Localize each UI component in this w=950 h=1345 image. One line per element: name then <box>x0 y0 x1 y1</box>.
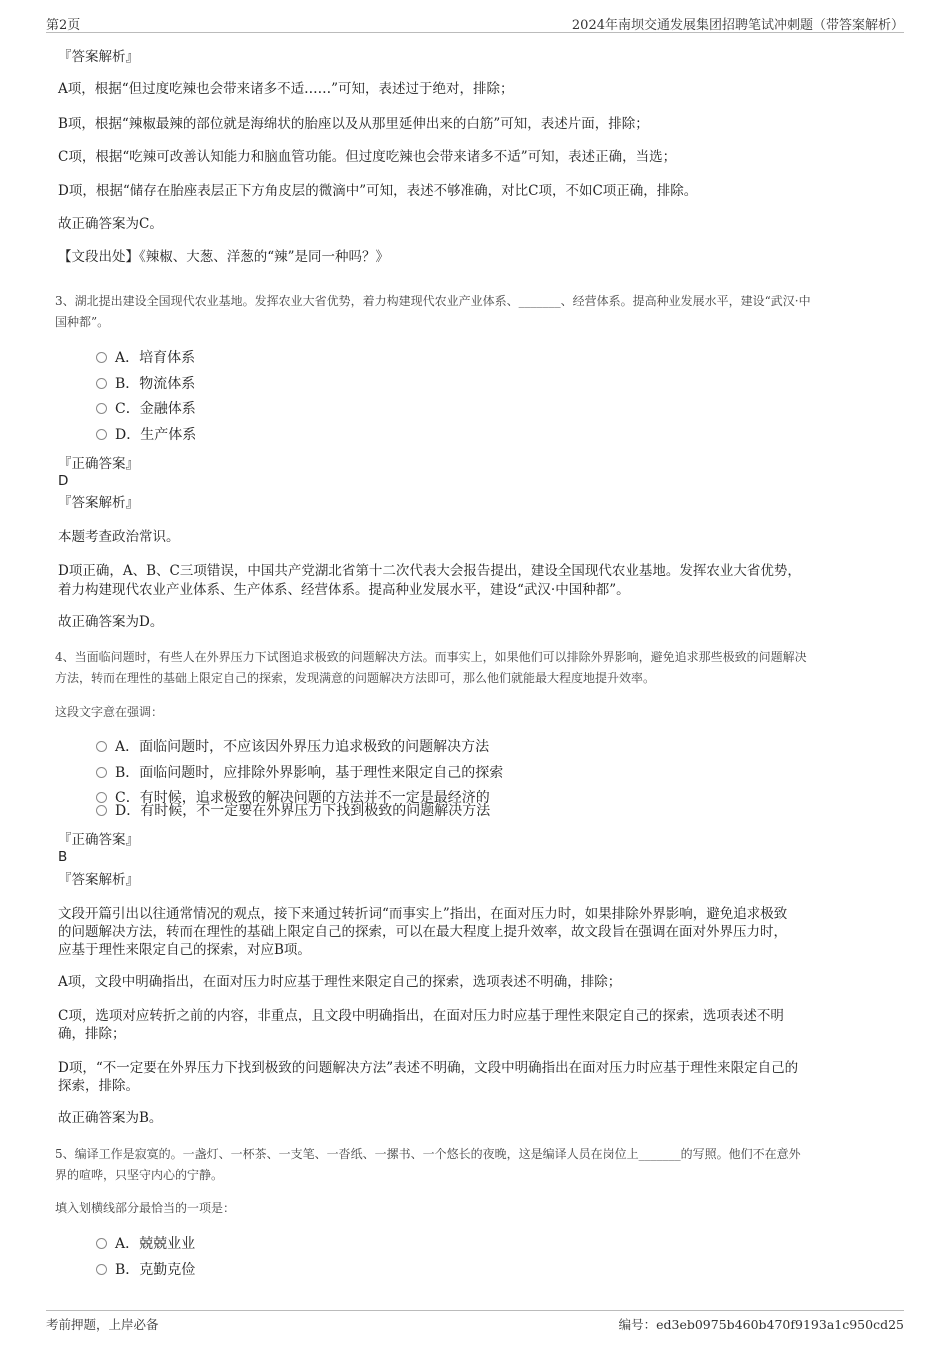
q2-analysis-c: C项，根据“吃辣可改善认知能力和脑血管功能。但过度吃辣也会带来诸多不适”可知，表述正确，当选； <box>58 149 677 165</box>
radio-icon[interactable] <box>96 429 107 440</box>
q4-conclusion: 故正确答案为B。 <box>58 1110 163 1126</box>
option-label: A．兢兢业业 <box>115 1236 196 1252</box>
q4-option-a[interactable] <box>96 737 489 757</box>
option-label: C．金融体系 <box>115 401 196 417</box>
q4-analysis-d-line1: D项，“不一定要在外界压力下找到极致的问题解决方法”表述不明确，文段中明确指出在面对压力时应基于理性来限定自己的 <box>58 1060 799 1076</box>
q3-analysis-p2-line1: D项正确，A、B、C三项错误，中国共产党湖北省第十二次代表大会报告提出，建设全国现代农业基地。发挥农业大省优势， <box>58 563 801 579</box>
page-header <box>46 12 904 33</box>
q2-analysis-b: B项，根据“辣椒最辣的部位就是海绵状的胎座以及从那里延伸出来的白筋”可知，表述片面，排除； <box>58 116 649 132</box>
q4-stem-line2: 方法，转而在理性的基础上限定自己的探索，发现满意的问题解决方法即可，那么他们就能最大程度地提升效率。 <box>55 671 656 685</box>
q4-option-b[interactable] <box>96 763 503 783</box>
q4-analysis-c-line1: C项，选项对应转折之前的内容，非重点，且文段中明确指出，在面对压力时应基于理性来限定自己的探索，选项表述不明 <box>58 1008 784 1024</box>
q3-option-d[interactable] <box>96 425 196 445</box>
q4-option-d[interactable] <box>96 801 490 821</box>
document-code: 编号：ed3eb0975b460b470f9193a1c950cd25 <box>618 1317 904 1332</box>
option-label: B．面临问题时，应排除外界影响，基于理性来限定自己的探索 <box>115 765 504 781</box>
q5-prompt: 填入划横线部分最恰当的一项是： <box>55 1201 236 1215</box>
q5-option-b[interactable] <box>96 1260 195 1280</box>
option-label: B．克勤克俭 <box>115 1262 196 1278</box>
q3-conclusion: 故正确答案为D。 <box>58 614 164 630</box>
q3-analysis-p1: 本题考查政治常识。 <box>58 529 180 545</box>
q5-stem-line1: 5、编译工作是寂寞的。一盏灯、一杯茶、一支笔、一沓纸、一摞书、一个悠长的夜晚，这是编译人员在岗位上_______的写照。他们不在意外 <box>55 1147 801 1161</box>
q3-option-c[interactable] <box>96 399 196 419</box>
q4-analysis-a: A项，文段中明确指出，在面对压力时应基于理性来限定自己的探索，选项表述不明确，排除； <box>58 974 622 990</box>
q3-option-b[interactable] <box>96 374 195 394</box>
q3-option-a[interactable] <box>96 348 195 368</box>
q4-stem-line1: 4、当面临问题时，有些人在外界压力下试图追求极致的问题解决方法。而事实上，如果他们可以排除外界影响，避免追求那些极致的问题解决 <box>55 650 807 664</box>
option-label: A．培育体系 <box>115 350 196 366</box>
page-number: 第2页 <box>46 18 81 33</box>
q5-stem-line2: 界的喧哗，只坚守内心的宁静。 <box>55 1168 224 1182</box>
radio-icon[interactable] <box>96 805 107 816</box>
document-title: 2024年南坝交通发展集团招聘笔试冲刺题（带答案解析） <box>571 18 904 33</box>
q3-stem-line2: 国种都”。 <box>55 315 110 329</box>
q3-analysis-heading: 『答案解析』 <box>58 495 139 511</box>
option-label: C．有时候，追求极致的解决问题的方法并不一定是最经济的 <box>115 790 490 806</box>
radio-icon[interactable] <box>96 403 107 414</box>
q3-answer: D <box>58 473 69 489</box>
q4-analysis-c-line2: 确，排除； <box>58 1026 126 1042</box>
q4-analysis-p1-line1: 文段开篇引出以往通常情况的观点，接下来通过转折词“而事实上”指出，在面对压力时，如果排除外界影响，避免追求极致 <box>58 906 788 922</box>
page-footer <box>46 1310 904 1337</box>
radio-icon[interactable] <box>96 1238 107 1249</box>
q2-analysis-d: D项，根据“储存在胎座表层正下方角皮层的微滴中”可知，表述不够准确，对比C项，不如C项正确，排除。 <box>58 183 698 199</box>
q2-analysis-heading: 『答案解析』 <box>58 49 139 65</box>
radio-icon[interactable] <box>96 741 107 752</box>
q2-analysis-a: A项，根据“但过度吃辣也会带来诸多不适……”可知，表述过于绝对，排除； <box>58 81 514 97</box>
q3-stem-line1: 3、湖北提出建设全国现代农业基地。发挥农业大省优势，着力构建现代农业产业体系、_______、经营体系。提高种业发展水平，建设“武汉·中 <box>55 294 811 308</box>
q4-answer-heading: 『正确答案』 <box>58 832 139 848</box>
radio-icon[interactable] <box>96 1264 107 1275</box>
q4-analysis-p1-line3: 应基于理性来限定自己的探索，对应B项。 <box>58 942 311 958</box>
q4-analysis-heading: 『答案解析』 <box>58 872 139 888</box>
q2-conclusion: 故正确答案为C。 <box>58 216 163 232</box>
option-label: D．生产体系 <box>115 427 197 443</box>
footer-slogan: 考前押题，上岸必备 <box>46 1317 159 1332</box>
q3-analysis-p2-line2: 着力构建现代农业产业体系、生产体系、经营体系。提高种业发展水平，建设“武汉·中国种都”。 <box>58 582 630 598</box>
option-label: D．有时候，不一定要在外界压力下找到极致的问题解决方法 <box>115 803 491 819</box>
radio-icon[interactable] <box>96 767 107 778</box>
radio-icon[interactable] <box>96 378 107 389</box>
q3-answer-heading: 『正确答案』 <box>58 456 139 472</box>
q4-answer: B <box>58 849 68 865</box>
radio-icon[interactable] <box>96 352 107 363</box>
q2-source: 【文段出处】《辣椒、大葱、洋葱的“辣”是同一种吗？》 <box>58 249 390 265</box>
q4-analysis-d-line2: 探索，排除。 <box>58 1078 139 1094</box>
option-label: B．物流体系 <box>115 376 196 392</box>
q4-analysis-p1-line2: 的问题解决方法，转而在理性的基础上限定自己的探索，可以在最大程度上提升效率，故文段旨在强调在面对外界压力时， <box>58 924 787 940</box>
q5-option-a[interactable] <box>96 1234 195 1254</box>
option-label: A．面临问题时，不应该因外界压力追求极致的问题解决方法 <box>115 739 490 755</box>
q4-prompt: 这段文字意在强调： <box>55 705 164 719</box>
